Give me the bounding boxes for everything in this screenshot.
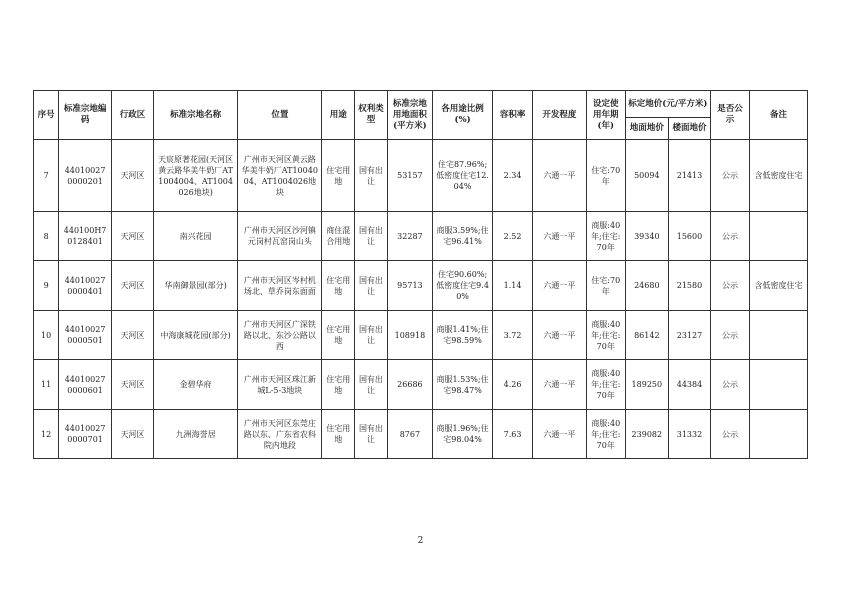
table-row	[34, 261, 808, 311]
header-right: 权利类型	[355, 91, 388, 140]
cell-term: 商服:40年;住宅:70年	[586, 410, 625, 459]
cell-district: 天河区	[111, 261, 153, 311]
table-row	[34, 311, 808, 360]
cell-land-price: 239082	[625, 410, 668, 459]
cell-location: 广州市天河区岑村机场北、草乔岗东面面	[238, 261, 322, 311]
cell-far: 7.63	[493, 410, 533, 459]
cell-term: 商服:40年;住宅:70年	[586, 360, 625, 410]
cell-location: 广州市天河区珠江新城L-5-3地块	[238, 360, 322, 410]
cell-land-price: 86142	[625, 311, 668, 360]
cell-dev: 六通一平	[533, 410, 587, 459]
cell-right: 国有出让	[355, 261, 388, 311]
cell-publish: 公示	[711, 140, 750, 212]
cell-name: 金碧华府	[154, 360, 238, 410]
cell-land-price: 39340	[625, 212, 668, 261]
table-row	[34, 360, 808, 410]
cell-code: 44010027 0000201	[59, 140, 112, 212]
cell-right: 国有出让	[355, 311, 388, 360]
cell-seq: 12	[34, 410, 59, 459]
cell-use: 商住混合用地	[322, 212, 355, 261]
header-dev: 开发程度	[533, 91, 587, 140]
cell-ratio: 商服1.41%;住宅98.59%	[433, 311, 493, 360]
cell-district: 天河区	[111, 212, 153, 261]
cell-name: 中海康城花园(部分)	[154, 311, 238, 360]
cell-term: 商服:40年;住宅:70年	[586, 311, 625, 360]
header-use: 用途	[322, 91, 355, 140]
table-row	[34, 212, 808, 261]
header-seq: 序号	[34, 91, 59, 140]
cell-ratio: 住宅90.60%;低密度住宅9.40%	[433, 261, 493, 311]
cell-district: 天河区	[111, 360, 153, 410]
cell-floor-price: 15600	[668, 212, 710, 261]
cell-district: 天河区	[111, 410, 153, 459]
header-land-price: 地面地价	[625, 118, 668, 140]
cell-name: 南兴花园	[154, 212, 238, 261]
table-row	[34, 140, 808, 212]
header-remark: 备注	[749, 91, 807, 140]
cell-use: 住宅用地	[322, 311, 355, 360]
cell-right: 国有出让	[355, 360, 388, 410]
cell-remark: 含低密度住宅	[749, 261, 807, 311]
cell-floor-price: 31332	[668, 410, 710, 459]
cell-right: 国有出让	[355, 410, 388, 459]
cell-term: 商服:40年;住宅:70年	[586, 212, 625, 261]
cell-land-price: 50094	[625, 140, 668, 212]
cell-use: 住宅用地	[322, 360, 355, 410]
cell-far: 4.26	[493, 360, 533, 410]
cell-area: 32287	[387, 212, 432, 261]
cell-remark	[749, 212, 807, 261]
cell-use: 住宅用地	[322, 261, 355, 311]
cell-floor-price: 21413	[668, 140, 710, 212]
header-name: 标准宗地名称	[154, 91, 238, 140]
cell-remark: 含低密度住宅	[749, 140, 807, 212]
cell-floor-price: 23127	[668, 311, 710, 360]
header-price-group: 标定地价(元/平方米)	[625, 91, 710, 118]
page-number: 2	[417, 536, 424, 546]
cell-ratio: 商服3.59%;住宅96.41%	[433, 212, 493, 261]
cell-area: 26686	[387, 360, 432, 410]
header-far: 容积率	[493, 91, 533, 140]
header-term: 设定使用年期(年)	[586, 91, 625, 140]
cell-land-price: 24680	[625, 261, 668, 311]
cell-term: 住宅:70年	[586, 261, 625, 311]
cell-code: 440100H7 0128401	[59, 212, 112, 261]
cell-seq: 11	[34, 360, 59, 410]
cell-ratio: 住宅87.96%;低密度住宅12.04%	[433, 140, 493, 212]
cell-dev: 六通一平	[533, 261, 587, 311]
header-ratio: 各用途比例(%)	[433, 91, 493, 140]
cell-location: 广州市天河区东莞庄路以东、广东省农科院内地段	[238, 410, 322, 459]
cell-remark	[749, 360, 807, 410]
cell-area: 95713	[387, 261, 432, 311]
cell-publish: 公示	[711, 360, 750, 410]
cell-dev: 六通一平	[533, 212, 587, 261]
cell-right: 国有出让	[355, 140, 388, 212]
header-district: 行政区	[111, 91, 153, 140]
cell-use: 住宅用地	[322, 410, 355, 459]
cell-name: 九洲海誉居	[154, 410, 238, 459]
cell-far: 2.34	[493, 140, 533, 212]
cell-land-price: 189250	[625, 360, 668, 410]
cell-seq: 10	[34, 311, 59, 360]
cell-code: 44010027 0000701	[59, 410, 112, 459]
cell-publish: 公示	[711, 261, 750, 311]
cell-district: 天河区	[111, 311, 153, 360]
cell-floor-price: 44384	[668, 360, 710, 410]
cell-publish: 公示	[711, 311, 750, 360]
cell-publish: 公示	[711, 212, 750, 261]
table-header-row	[34, 91, 808, 118]
cell-ratio: 商服1.53%;住宅98.47%	[433, 360, 493, 410]
cell-location: 广州市天河区沙河镇元岗村瓦窑岗山头	[238, 212, 322, 261]
header-location: 位置	[238, 91, 322, 140]
cell-seq: 9	[34, 261, 59, 311]
cell-remark	[749, 311, 807, 360]
cell-district: 天河区	[111, 140, 153, 212]
cell-ratio: 商服1.96%;住宅98.04%	[433, 410, 493, 459]
header-code: 标准宗地编码	[59, 91, 112, 140]
cell-dev: 六通一平	[533, 311, 587, 360]
cell-remark	[749, 410, 807, 459]
cell-area: 108918	[387, 311, 432, 360]
cell-use: 住宅用地	[322, 140, 355, 212]
cell-seq: 7	[34, 140, 59, 212]
cell-name: 天宸原著花园(天河区黄云路华美牛奶厂AT1004004、AT1004026地块)	[154, 140, 238, 212]
land-price-table	[33, 90, 808, 459]
cell-location: 广州市天河区黄云路华美牛奶厂AT1004004、AT1004026地块	[238, 140, 322, 212]
cell-floor-price: 21580	[668, 261, 710, 311]
header-area: 标准宗地用地面积(平方米)	[387, 91, 432, 140]
cell-seq: 8	[34, 212, 59, 261]
cell-area: 53157	[387, 140, 432, 212]
header-publish: 是否公示	[711, 91, 750, 140]
header-floor-price: 楼面地价	[668, 118, 710, 140]
cell-publish: 公示	[711, 410, 750, 459]
cell-right: 国有出让	[355, 212, 388, 261]
cell-far: 1.14	[493, 261, 533, 311]
cell-term: 住宅:70年	[586, 140, 625, 212]
cell-far: 2.52	[493, 212, 533, 261]
cell-location: 广州市天河区广深铁路以北、东沙公路以西	[238, 311, 322, 360]
cell-name: 华南御景园(部分)	[154, 261, 238, 311]
cell-far: 3.72	[493, 311, 533, 360]
cell-code: 44010027 0000401	[59, 261, 112, 311]
cell-code: 44010027 0000601	[59, 360, 112, 410]
table-row	[34, 410, 808, 459]
cell-dev: 六通一平	[533, 360, 587, 410]
cell-code: 44010027 0000501	[59, 311, 112, 360]
cell-dev: 六通一平	[533, 140, 587, 212]
cell-area: 8767	[387, 410, 432, 459]
